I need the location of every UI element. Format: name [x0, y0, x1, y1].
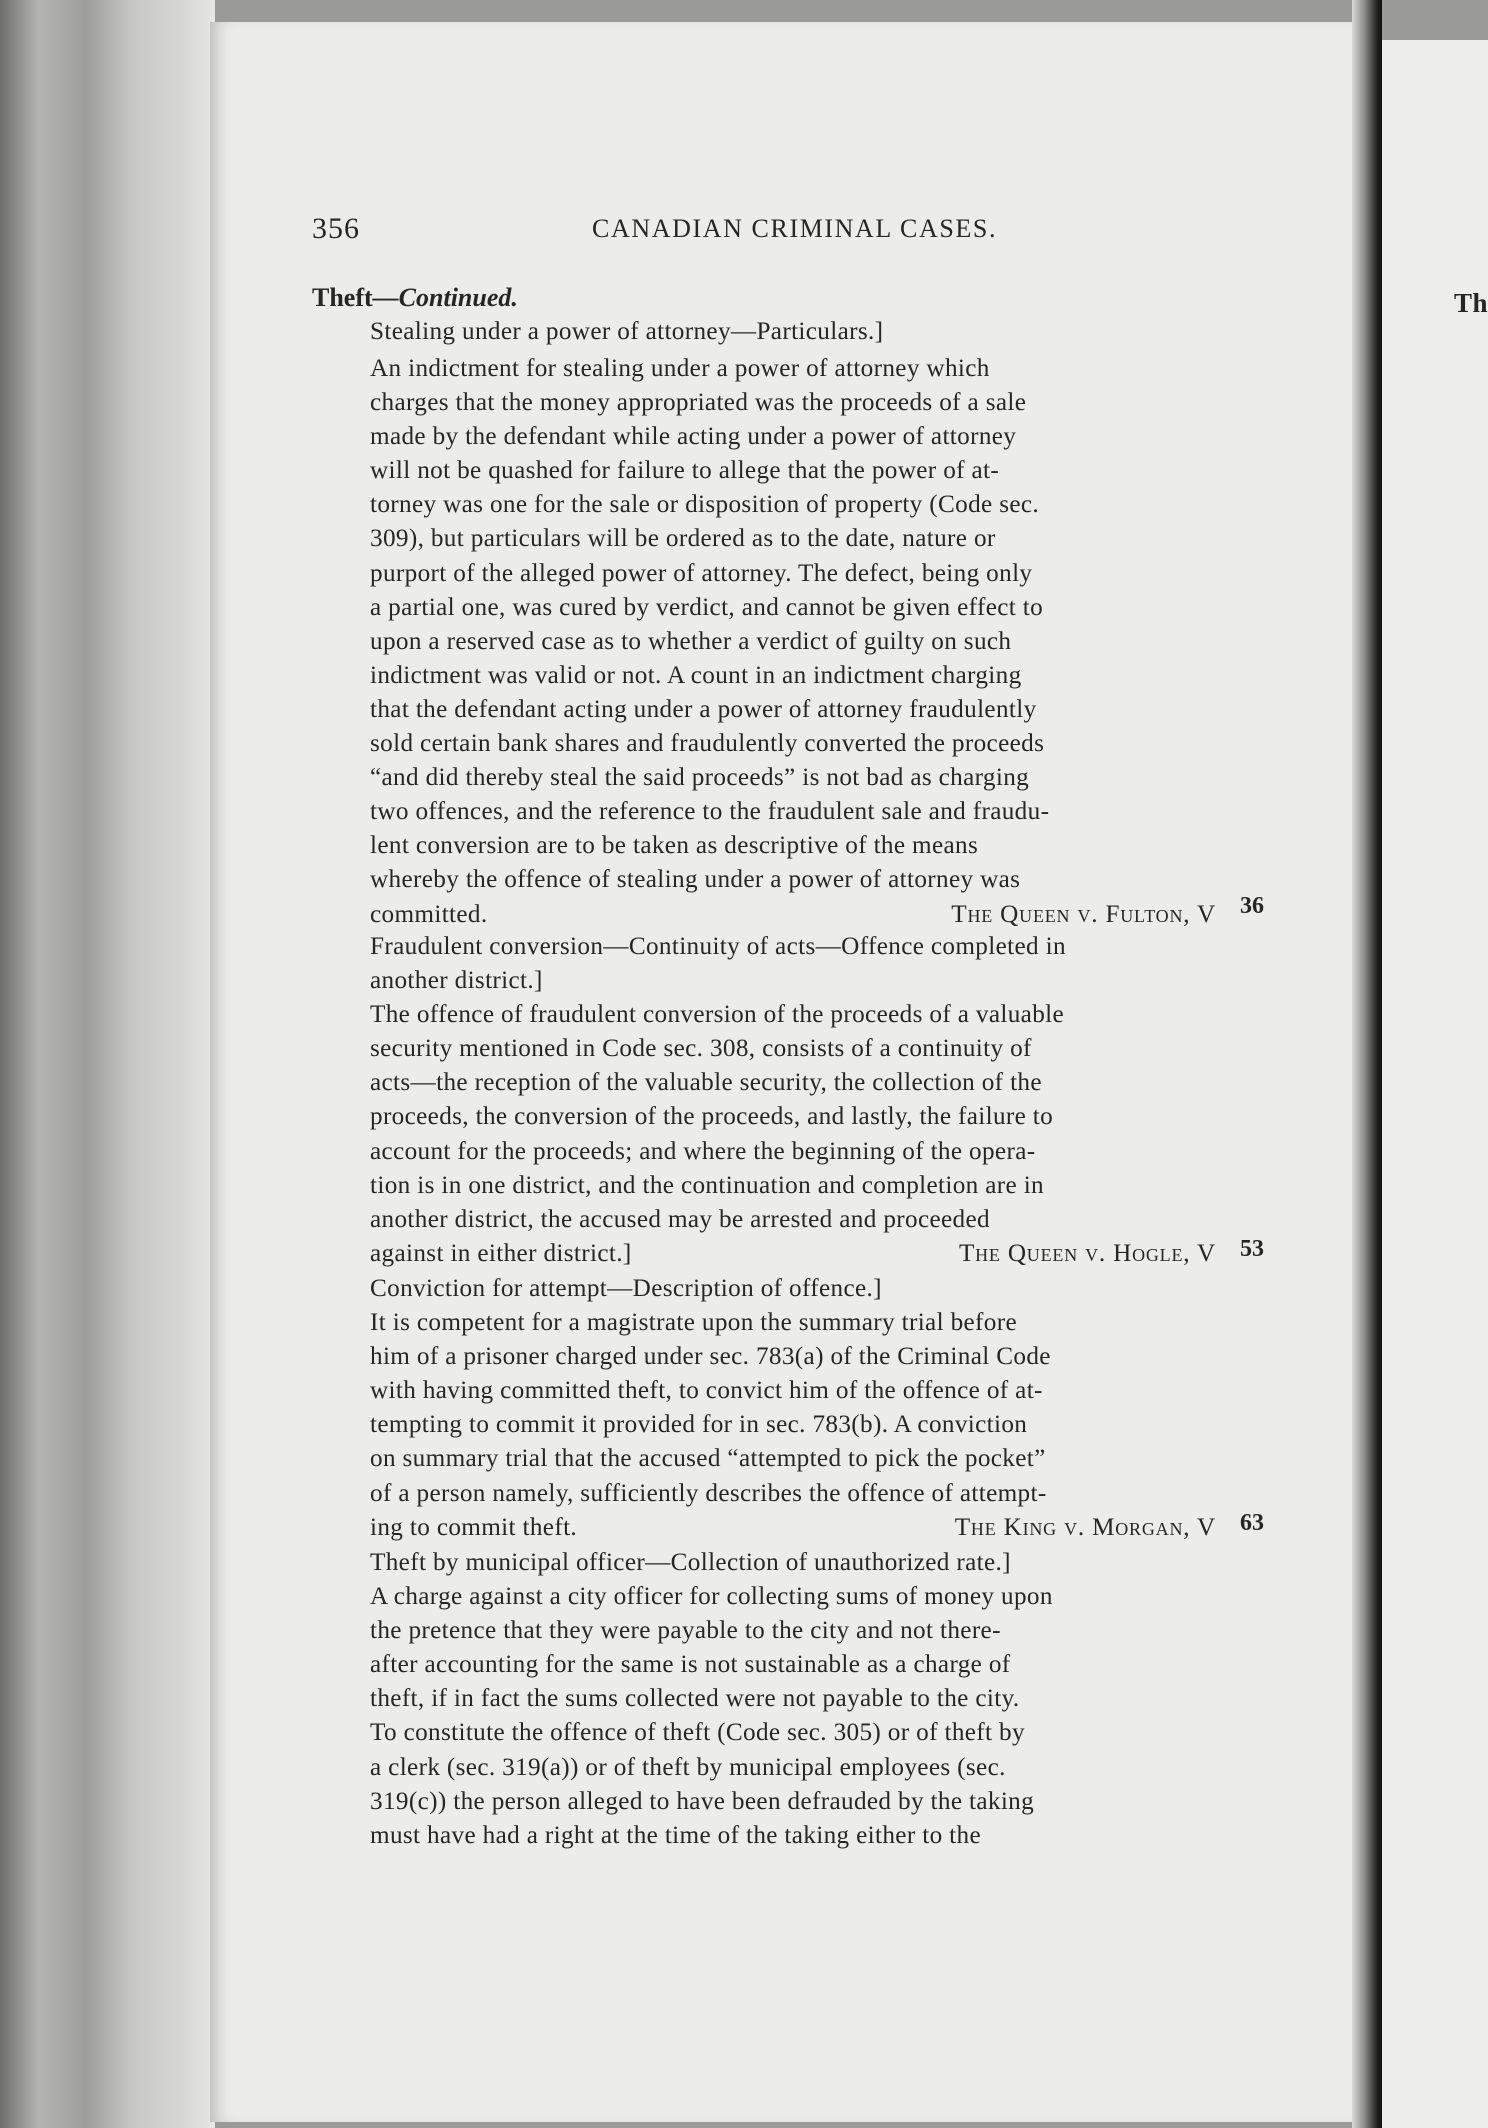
- body-line: made by the defendant while acting under a power of attorney: [370, 423, 1017, 451]
- page-reference: 36: [1240, 893, 1264, 919]
- body-line: after accounting for the same is not sustainable as a charge of: [370, 1651, 1011, 1679]
- body-line: sold certain bank shares and fraudulently converted the proceeds: [370, 730, 1045, 758]
- body-line: “and did thereby steal the said proceeds” is not bad as charging: [370, 764, 1030, 792]
- page-reference: 53: [1240, 1236, 1264, 1262]
- entry-body: [370, 1546, 1216, 1853]
- entry-heading: another district.]: [370, 967, 543, 995]
- body-line: against in either district.]: [370, 1239, 632, 1267]
- page-number: 356: [312, 212, 360, 245]
- body-line: tempting to commit it provided for in sec. 783(b). A conviction: [370, 1411, 1028, 1439]
- body-line: account for the proceeds; and where the beginning of the opera-: [370, 1137, 1036, 1165]
- book-page-stack: [0, 0, 215, 2128]
- body-line: a clerk (sec. 319(a)) or of theft by municipal employees (sec.: [370, 1753, 1006, 1781]
- body-line: him of a prisoner charged under sec. 783(a) of the Criminal Code: [370, 1343, 1051, 1371]
- body-line: committed.: [370, 900, 488, 928]
- body-line: It is competent for a magistrate upon the summary trial before: [370, 1309, 1017, 1337]
- entry-heading: Stealing under a power of attorney—Particulars.]: [370, 318, 884, 345]
- body-line: the pretence that they were payable to the city and not there-: [370, 1617, 1001, 1645]
- case-citation: The King v. Morgan, V: [954, 1513, 1216, 1541]
- citation-line: [370, 1511, 1216, 1545]
- body-line: upon a reserved case as to whether a verdict of guilty on such: [370, 627, 1012, 655]
- body-line: 319(c)) the person alleged to have been defrauded by the taking: [370, 1787, 1035, 1815]
- book-gutter: [1352, 0, 1382, 2128]
- entry-heading: Fraudulent conversion—Continuity of acts—Offence completed in: [370, 933, 1066, 960]
- page-header: [312, 212, 1212, 252]
- body-line: 309), but particulars will be ordered as to the date, nature or: [370, 525, 996, 553]
- section-title: Theft: [312, 283, 373, 312]
- case-citation: The Queen v. Hogle, V: [958, 1239, 1216, 1267]
- body-line: A charge against a city officer for collecting sums of money upon: [370, 1583, 1053, 1611]
- body-line: An indictment for stealing under a power of attorney which: [370, 355, 990, 382]
- body-line: torney was one for the sale or disposition of property (Code sec.: [370, 491, 1040, 519]
- section-continued: —Continued.: [372, 283, 518, 312]
- body-line: whereby the offence of stealing under a power of attorney was: [370, 866, 1021, 894]
- body-line: tion is in one district, and the continuation and completion are in: [370, 1171, 1044, 1199]
- entry-heading: Conviction for attempt—Description of offence.]: [370, 1275, 882, 1302]
- body-line: theft, if in fact the sums collected were not payable to the city.: [370, 1685, 1020, 1713]
- body-line: with having committed theft, to convict him of the offence of at-: [370, 1377, 1043, 1405]
- entry-heading: Theft by municipal officer—Collection of unauthorized rate.]: [370, 1549, 1011, 1576]
- entry-body: [370, 930, 1216, 1271]
- facing-page: [1382, 40, 1488, 2128]
- citation-line: [370, 898, 1216, 932]
- body-line: proceeds, the conversion of the proceeds, and lastly, the failure to: [370, 1103, 1054, 1131]
- page-reference: 63: [1240, 1510, 1264, 1536]
- body-line: indictment was valid or not. A count in an indictment charging: [370, 661, 1022, 689]
- body-line: two offences, and the reference to the fraudulent sale and fraudu-: [370, 798, 1050, 826]
- body-line: a partial one, was cured by verdict, and cannot be given effect to: [370, 593, 1044, 621]
- body-line: To constitute the offence of theft (Code sec. 305) or of theft by: [370, 1719, 1025, 1747]
- case-citation: The Queen v. Fulton, V: [951, 900, 1216, 928]
- body-line: charges that the money appropriated was the proceeds of a sale: [370, 389, 1027, 417]
- body-line: acts—the reception of the valuable security, the collection of the: [370, 1069, 1042, 1097]
- body-line: The offence of fraudulent conversion of the proceeds of a valuable: [370, 1001, 1065, 1029]
- body-line: will not be quashed for failure to allege that the power of at-: [370, 457, 1000, 485]
- body-line: another district, the accused may be arrested and proceeded: [370, 1205, 990, 1233]
- body-line: on summary trial that the accused “attempted to pick the pocket”: [370, 1445, 1046, 1473]
- facing-page-text: Th: [1454, 288, 1488, 318]
- body-line: lent conversion are to be taken as descriptive of the means: [370, 832, 979, 860]
- body-line: must have had a right at the time of the taking either to the: [370, 1821, 981, 1849]
- body-line: that the defendant acting under a power of attorney fraudulently: [370, 695, 1037, 723]
- body-line: of a person namely, sufficiently describes the offence of attempt-: [370, 1479, 1047, 1507]
- section-heading: [312, 283, 518, 313]
- citation-line: [370, 1237, 1216, 1271]
- body-line: purport of the alleged power of attorney. The defect, being only: [370, 559, 1033, 587]
- body-line: security mentioned in Code sec. 308, consists of a continuity of: [370, 1035, 1032, 1063]
- running-title: CANADIAN CRIMINAL CASES.: [592, 214, 998, 243]
- body-line: ing to commit theft.: [370, 1513, 578, 1541]
- entry-body: [370, 1272, 1216, 1545]
- entry-body: [370, 352, 1216, 932]
